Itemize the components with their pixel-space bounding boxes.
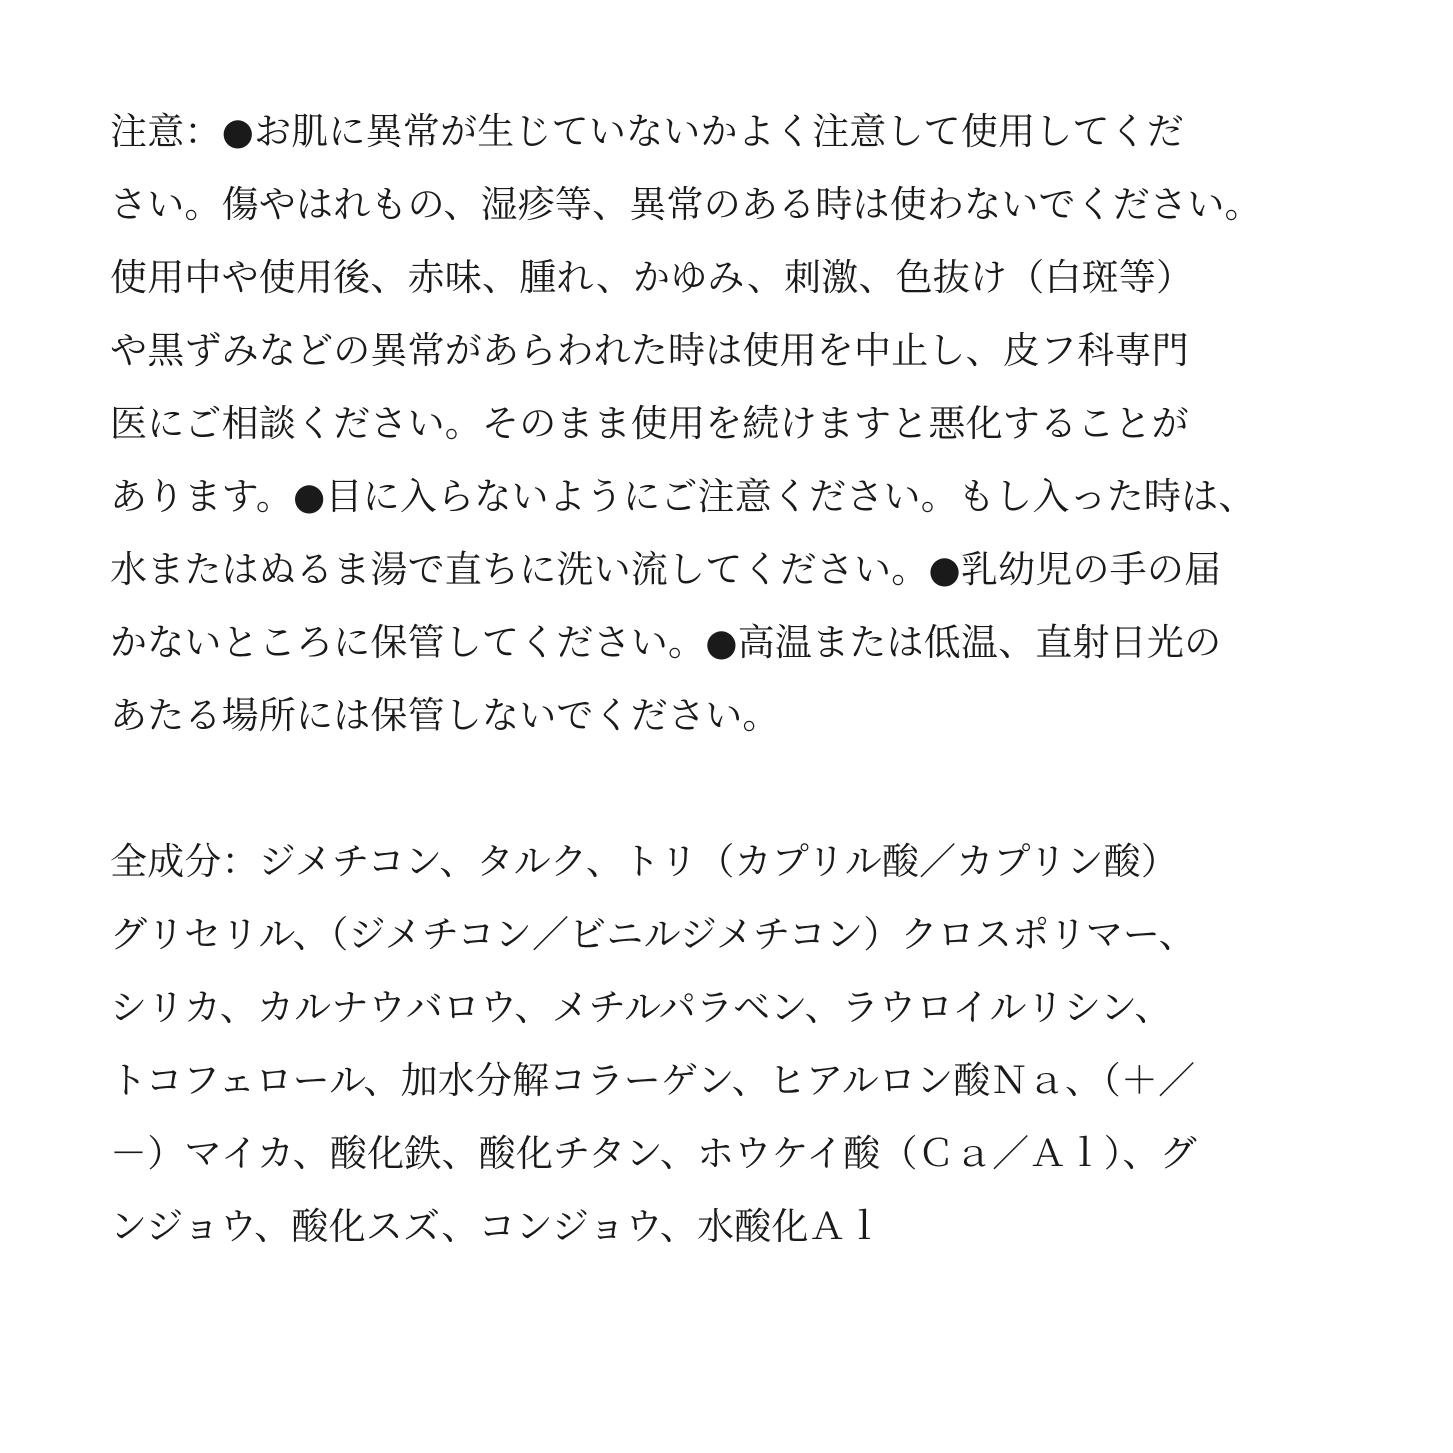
ingredients-section [110, 825, 1350, 1263]
caution-line: 医にご相談ください。そのまま使用を続けますと悪化することが [110, 402, 1189, 445]
ingredients-line: トコフェロール、加水分解コラーゲン、ヒアルロン酸Ｎａ、（＋／ [110, 1059, 1196, 1102]
ingredients-line: 全成分：ジメチコン、タルク、トリ（カプリル酸／カプリン酸） [110, 840, 1179, 883]
caution-line: 水またはぬるま湯で直ちに洗い流してください。●乳幼児の手の届 [110, 548, 1222, 591]
caution-line: 注意：●お肌に異常が生じていないかよく注意して使用してくだ [110, 110, 1185, 153]
caution-section [110, 95, 1350, 752]
ingredients-line: グリセリル、（ジメチコン／ビニルジメチコン）クロスポリマー、 [110, 913, 1196, 956]
caution-line: さい。傷やはれもの、湿疹等、異常のある時は使わないでください。 [110, 183, 1262, 226]
ingredients-line: シリカ、カルナウバロウ、メチルパラベン、ラウロイルリシン、 [110, 986, 1172, 1029]
caution-line: あります。●目に入らないようにご注意ください。もし入った時は、 [110, 475, 1256, 518]
caution-line: かないところに保管してください。●高温または低温、直射日光の [110, 621, 1222, 664]
caution-line: あたる場所には保管しないでください。 [110, 694, 780, 737]
ingredients-line: －）マイカ、酸化鉄、酸化チタン、ホウケイ酸（Ｃａ／Ａｌ）、グ [110, 1132, 1197, 1175]
caution-line: や黒ずみなどの異常があらわれた時は使用を中止し、皮フ科専門 [110, 329, 1189, 372]
caution-line: 使用中や使用後、赤味、腫れ、かゆみ、刺激、色抜け（白斑等） [110, 256, 1194, 299]
ingredients-line: ンジョウ、酸化スズ、コンジョウ、水酸化Ａｌ [110, 1205, 884, 1248]
